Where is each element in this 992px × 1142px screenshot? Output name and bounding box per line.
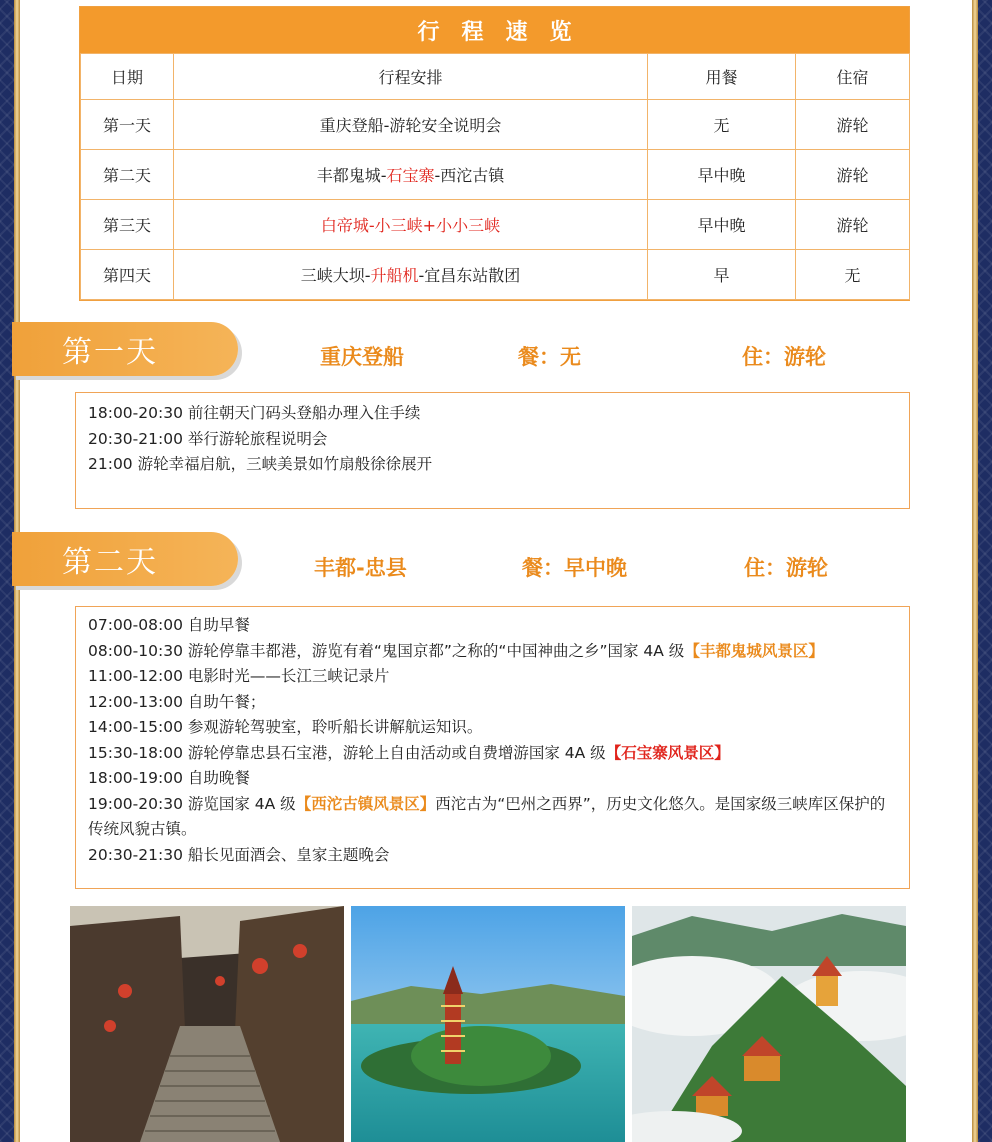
overview-row-day1 xyxy=(81,100,910,150)
itinerary-page xyxy=(20,0,972,1142)
row-plan xyxy=(174,250,648,300)
day1-banner: 第一天 xyxy=(12,322,238,376)
row-plan xyxy=(174,200,648,250)
schedule-line: 14:00-15:00 参观游轮驾驶室，聆听船长讲解航运知识。 xyxy=(88,718,483,736)
day2-meal: 餐：早中晚 xyxy=(522,556,627,580)
row-day: 第四天 xyxy=(81,250,174,300)
scenic-highlight: 【西沱古镇风景区】 xyxy=(295,794,436,813)
overview-row-day4 xyxy=(81,250,910,300)
row-plan xyxy=(174,150,648,200)
day2-banner: 第二天 xyxy=(12,532,238,586)
row-day: 第三天 xyxy=(81,200,174,250)
schedule-line: 11:00-12:00 电影时光——长江三峡记录片 xyxy=(88,667,390,685)
schedule-text: 19:00-20:30 游览国家 4A 级 xyxy=(88,794,296,813)
plan-segment: 三峡大坝- xyxy=(300,266,371,285)
right-side-pattern xyxy=(978,0,992,1142)
schedule-text: 西沱古为“巴州之西界”，历史文化悠久。是国家级三峡库区保护的传统风貌古镇。 xyxy=(88,794,886,838)
row-stay: 无 xyxy=(796,250,910,300)
day2-route: 丰都-忠县 xyxy=(314,556,407,580)
row-meal: 早中晚 xyxy=(648,200,796,250)
day1-route: 重庆登船 xyxy=(320,345,404,369)
schedule-line: 21:00 游轮幸福启航，三峡美景如竹扇般徐徐展开 xyxy=(88,455,433,473)
right-gold-rail xyxy=(972,0,978,1142)
row-stay: 游轮 xyxy=(796,200,910,250)
schedule-line: 20:30-21:30 船长见面酒会、皇家主题晚会 xyxy=(88,845,390,864)
overview-title: 行程速览 xyxy=(80,7,909,53)
schedule-line: 18:00-19:00 自助晚餐 xyxy=(88,769,250,787)
header-plan: 行程安排 xyxy=(174,54,648,100)
plan-segment-highlight: 白帝城-小三峡+小小三峡 xyxy=(320,216,501,235)
schedule-line: 20:30-21:00 举行游轮旅程说明会 xyxy=(88,429,328,448)
plan-segment: 重庆登船-游轮安全说明会 xyxy=(319,116,502,135)
schedule-line xyxy=(88,792,897,843)
plan-segment-highlight: 石宝寨 xyxy=(386,166,435,185)
schedule-text: 15:30-18:00 游轮停靠忠县石宝港，游轮上自由活动或自费增游国家 4A 级 xyxy=(88,743,606,762)
plan-segment: 丰都鬼城- xyxy=(316,166,387,185)
schedule-line xyxy=(88,639,897,665)
overview-row-day3 xyxy=(81,200,910,250)
day1-schedule xyxy=(75,392,910,509)
schedule-line xyxy=(88,741,897,767)
row-meal: 早 xyxy=(648,250,796,300)
plan-segment: -西沱古镇 xyxy=(434,166,505,185)
header-meal: 用餐 xyxy=(648,54,796,100)
row-meal: 早中晚 xyxy=(648,150,796,200)
day2-stay: 住：游轮 xyxy=(744,556,828,580)
itinerary-overview xyxy=(79,6,910,301)
schedule-line: 12:00-13:00 自助午餐； xyxy=(88,692,266,711)
overview-row-day2 xyxy=(81,150,910,200)
header-stay: 住宿 xyxy=(796,54,910,100)
row-stay: 游轮 xyxy=(796,100,910,150)
row-plan xyxy=(174,100,648,150)
day2-schedule xyxy=(75,606,910,889)
row-day: 第一天 xyxy=(81,100,174,150)
schedule-line: 07:00-08:00 自助早餐 xyxy=(88,616,250,634)
photo-shibaozhai xyxy=(351,906,625,1142)
photo-ancient-street xyxy=(70,906,344,1142)
schedule-line: 18:00-20:30 前往朝天门码头登船办理入住手续 xyxy=(88,404,421,422)
row-meal: 无 xyxy=(648,100,796,150)
scenic-highlight: 【丰都鬼城风景区】 xyxy=(684,641,824,660)
photo-mountain-temple xyxy=(632,906,906,1142)
row-stay: 游轮 xyxy=(796,150,910,200)
schedule-text: 08:00-10:30 游轮停靠丰都港，游览有着“鬼国京都”之称的“中国神曲之乡”国家 4A 级 xyxy=(88,641,685,660)
plan-segment-highlight: 升船机 xyxy=(370,266,419,285)
plan-segment: -宜昌东站散团 xyxy=(418,266,521,285)
header-date: 日期 xyxy=(81,54,174,100)
day1-meal: 餐：无 xyxy=(518,345,581,369)
day1-stay: 住：游轮 xyxy=(742,345,826,369)
overview-header-row xyxy=(81,54,910,100)
row-day: 第二天 xyxy=(81,150,174,200)
scenic-highlight: 【石宝寨风景区】 xyxy=(605,743,730,762)
overview-table xyxy=(80,53,910,300)
